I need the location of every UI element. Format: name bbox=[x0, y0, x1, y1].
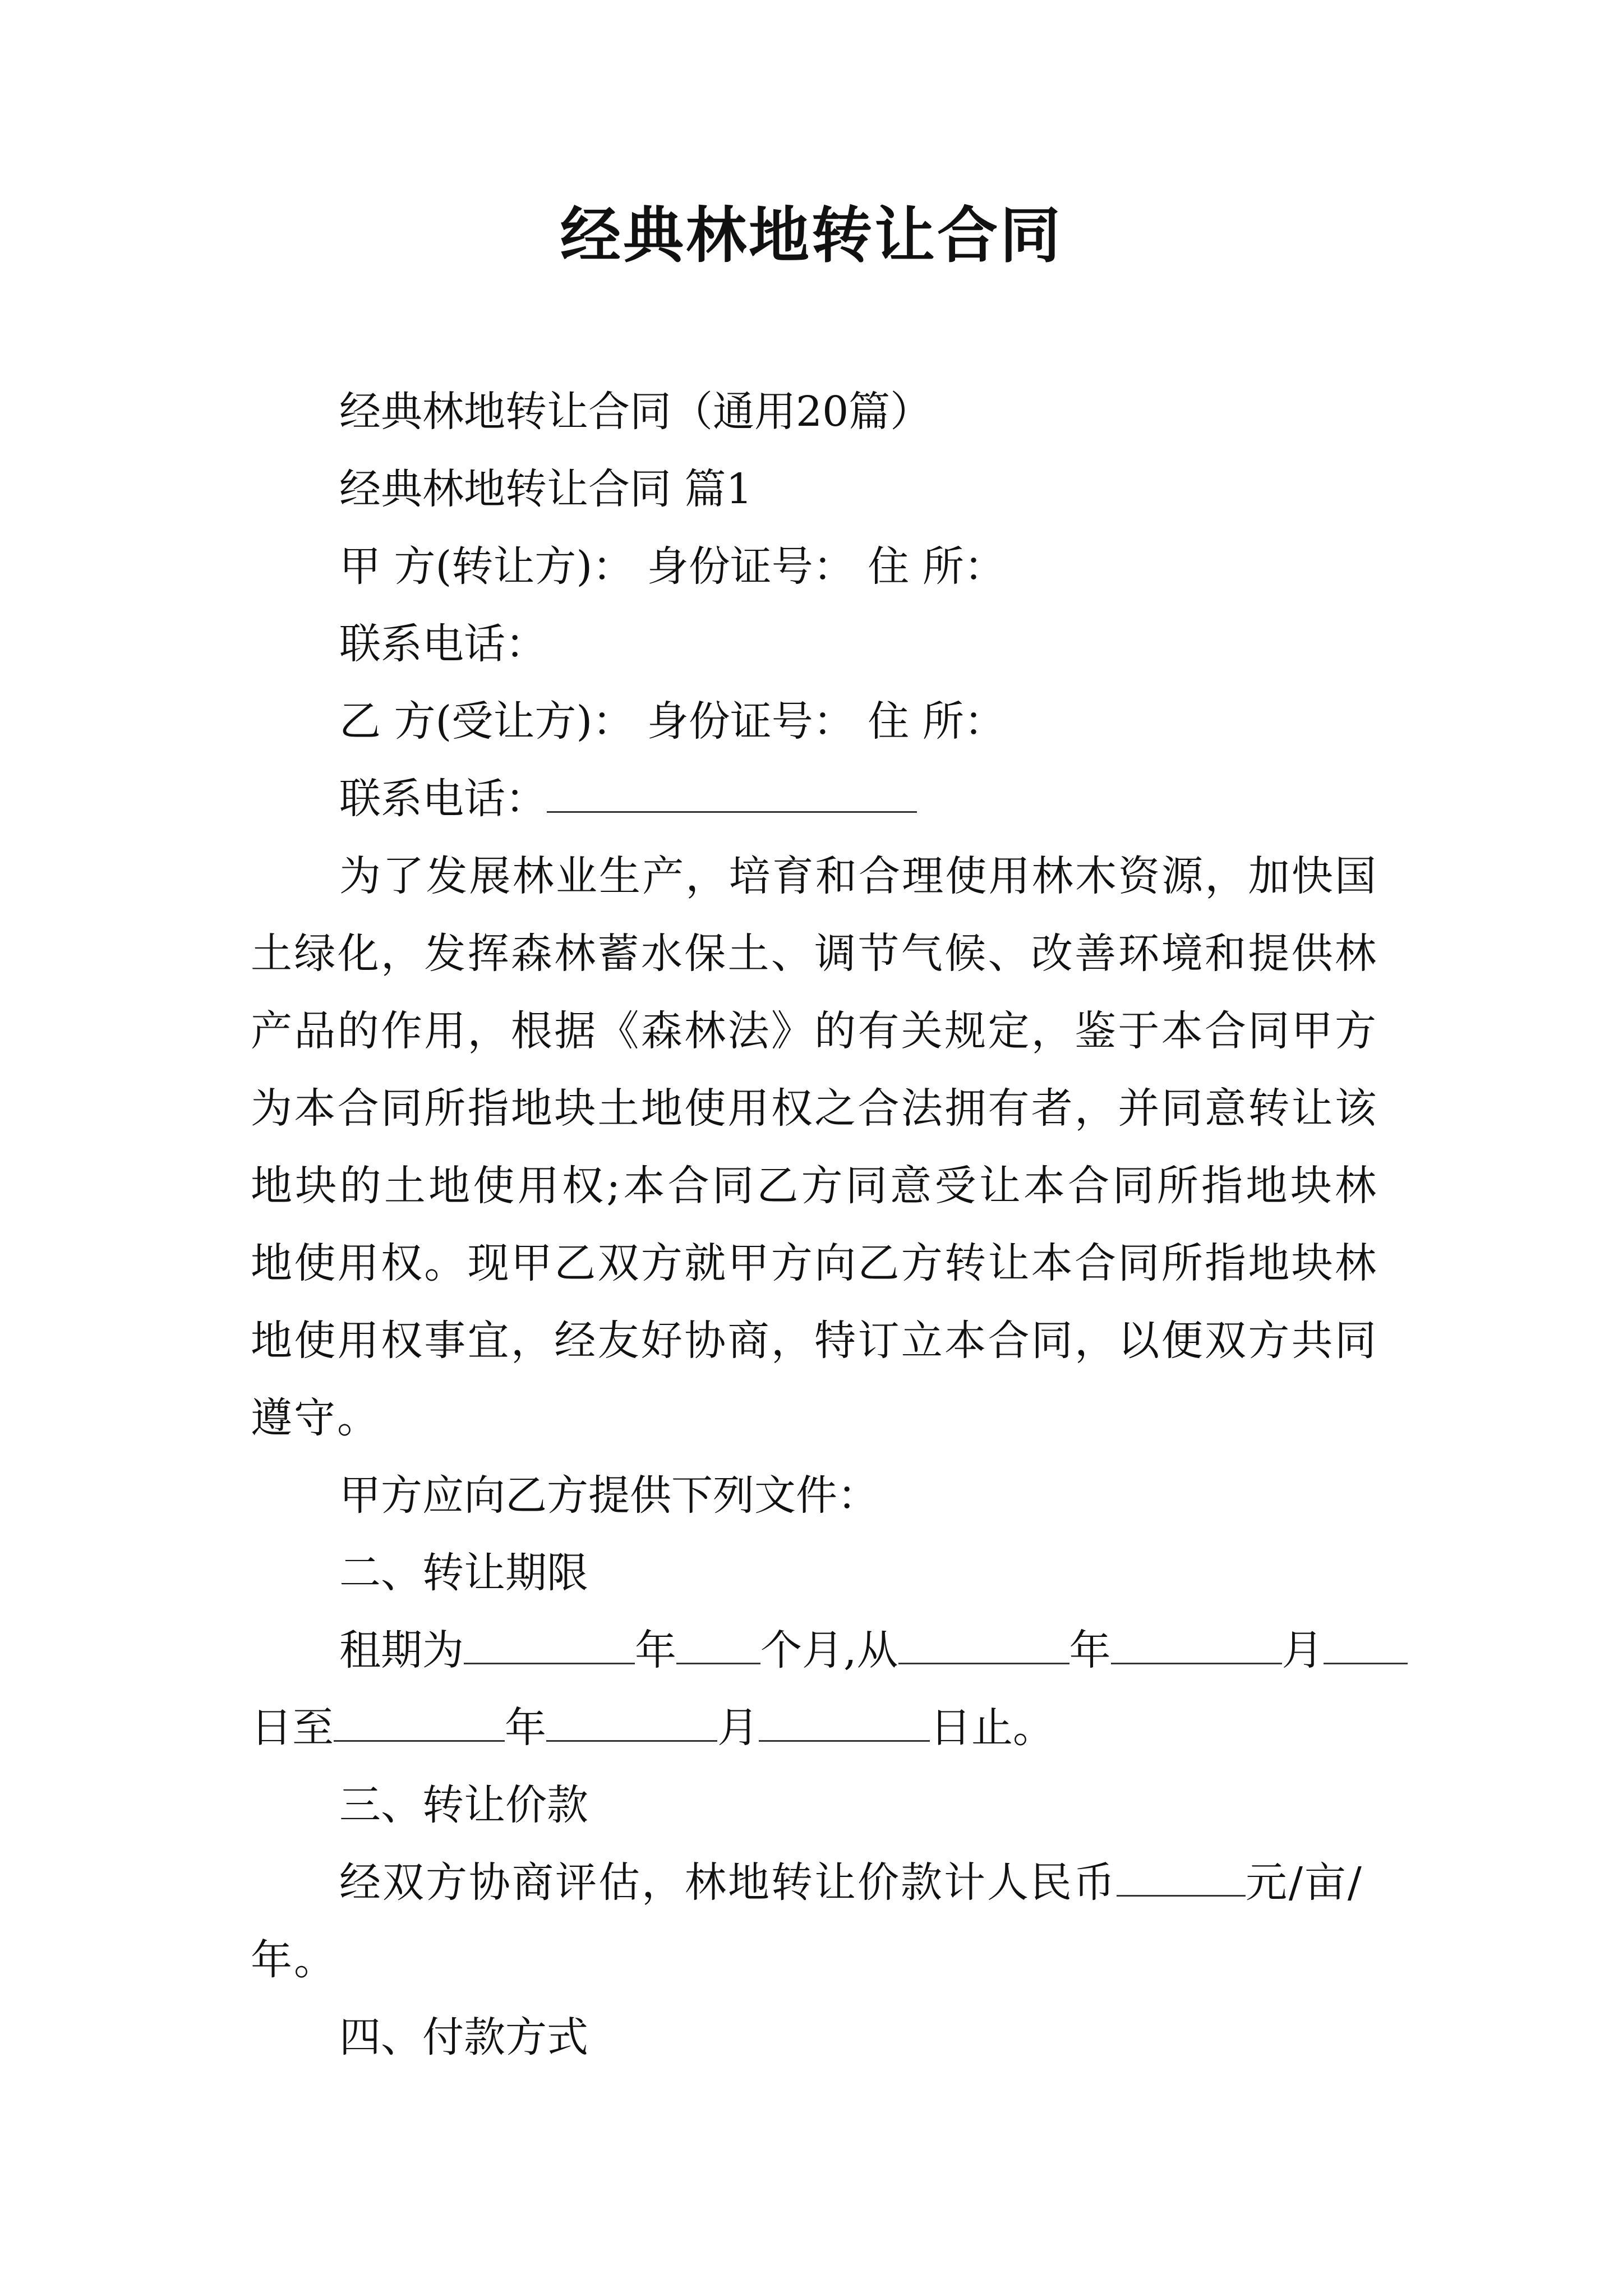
party-a-phone: 联系电话： bbox=[339, 620, 547, 668]
section3-heading: 三、转让价款 bbox=[339, 1781, 588, 1829]
term-blank-years bbox=[464, 1628, 635, 1664]
section-heading: 经典林地转让合同 篇1 bbox=[339, 465, 753, 513]
price-text-2: 元/亩/年。 bbox=[251, 1858, 1363, 1984]
term-text-8: 月 bbox=[717, 1704, 759, 1752]
term-line-1 bbox=[251, 1612, 1378, 1689]
price-line bbox=[251, 1844, 1378, 1999]
document-title: 经典林地转让合同 bbox=[560, 200, 1063, 271]
term-text-7: 年 bbox=[505, 1704, 546, 1752]
party-b-phone-blank bbox=[547, 776, 917, 813]
term-blank-end-year bbox=[334, 1705, 505, 1742]
term-text-9: 日止。 bbox=[930, 1704, 1054, 1752]
term-text-1: 租期为 bbox=[339, 1626, 464, 1674]
term-text-3: 个月,从 bbox=[760, 1626, 898, 1674]
term-blank-months bbox=[676, 1628, 760, 1664]
party-b-phone-label: 联系电话： bbox=[339, 775, 547, 823]
preamble-paragraph: 为了发展林业生产，培育和合理使用林木资源，加快国土绿化，发挥森林蓄水保土、调节气候、改善环境和提供林产品的作用，根据《森林法》的有关规定，鉴于本合同甲方为本合同所指地块土地使用权之合法拥有者，并同意转让该地块的土地使用权;本合同乙方同意受让本合同所指地块林地使用权。现甲乙双方就甲方向乙方转让本合同所指地块林地使用权事宜，经友好协商，特订立本合同，以便双方共同遵守。 bbox=[251, 852, 1378, 1442]
party-b-line: 乙 方(受让方)： 身份证号： 住 所： bbox=[339, 697, 1006, 746]
term-line-2 bbox=[251, 1689, 1378, 1766]
term-blank-start-month bbox=[1111, 1628, 1282, 1664]
term-text-6: 日至 bbox=[251, 1704, 334, 1752]
price-text-1: 经双方协商评估，林地转让价款计人民币 bbox=[339, 1858, 1117, 1907]
docs-line: 甲方应向乙方提供下列文件： bbox=[339, 1471, 879, 1520]
party-a-line: 甲 方(转让方)： 身份证号： 住 所： bbox=[339, 542, 1006, 591]
price-blank bbox=[1117, 1860, 1246, 1897]
term-blank-end-month bbox=[546, 1705, 717, 1742]
term-blank-start-year bbox=[898, 1628, 1069, 1664]
term-text-5: 月 bbox=[1281, 1626, 1324, 1674]
term-blank-end-day bbox=[759, 1705, 930, 1742]
document-body bbox=[251, 373, 1378, 2076]
subtitle: 经典林地转让合同（通用20篇） bbox=[339, 388, 932, 436]
term-text-2: 年 bbox=[635, 1626, 676, 1674]
section2-heading: 二、转让期限 bbox=[339, 1549, 588, 1597]
section4-heading: 四、付款方式 bbox=[339, 2013, 588, 2062]
term-text-4: 年 bbox=[1069, 1626, 1111, 1674]
party-b-phone-line bbox=[251, 760, 1378, 838]
term-blank-start-day bbox=[1324, 1628, 1408, 1664]
